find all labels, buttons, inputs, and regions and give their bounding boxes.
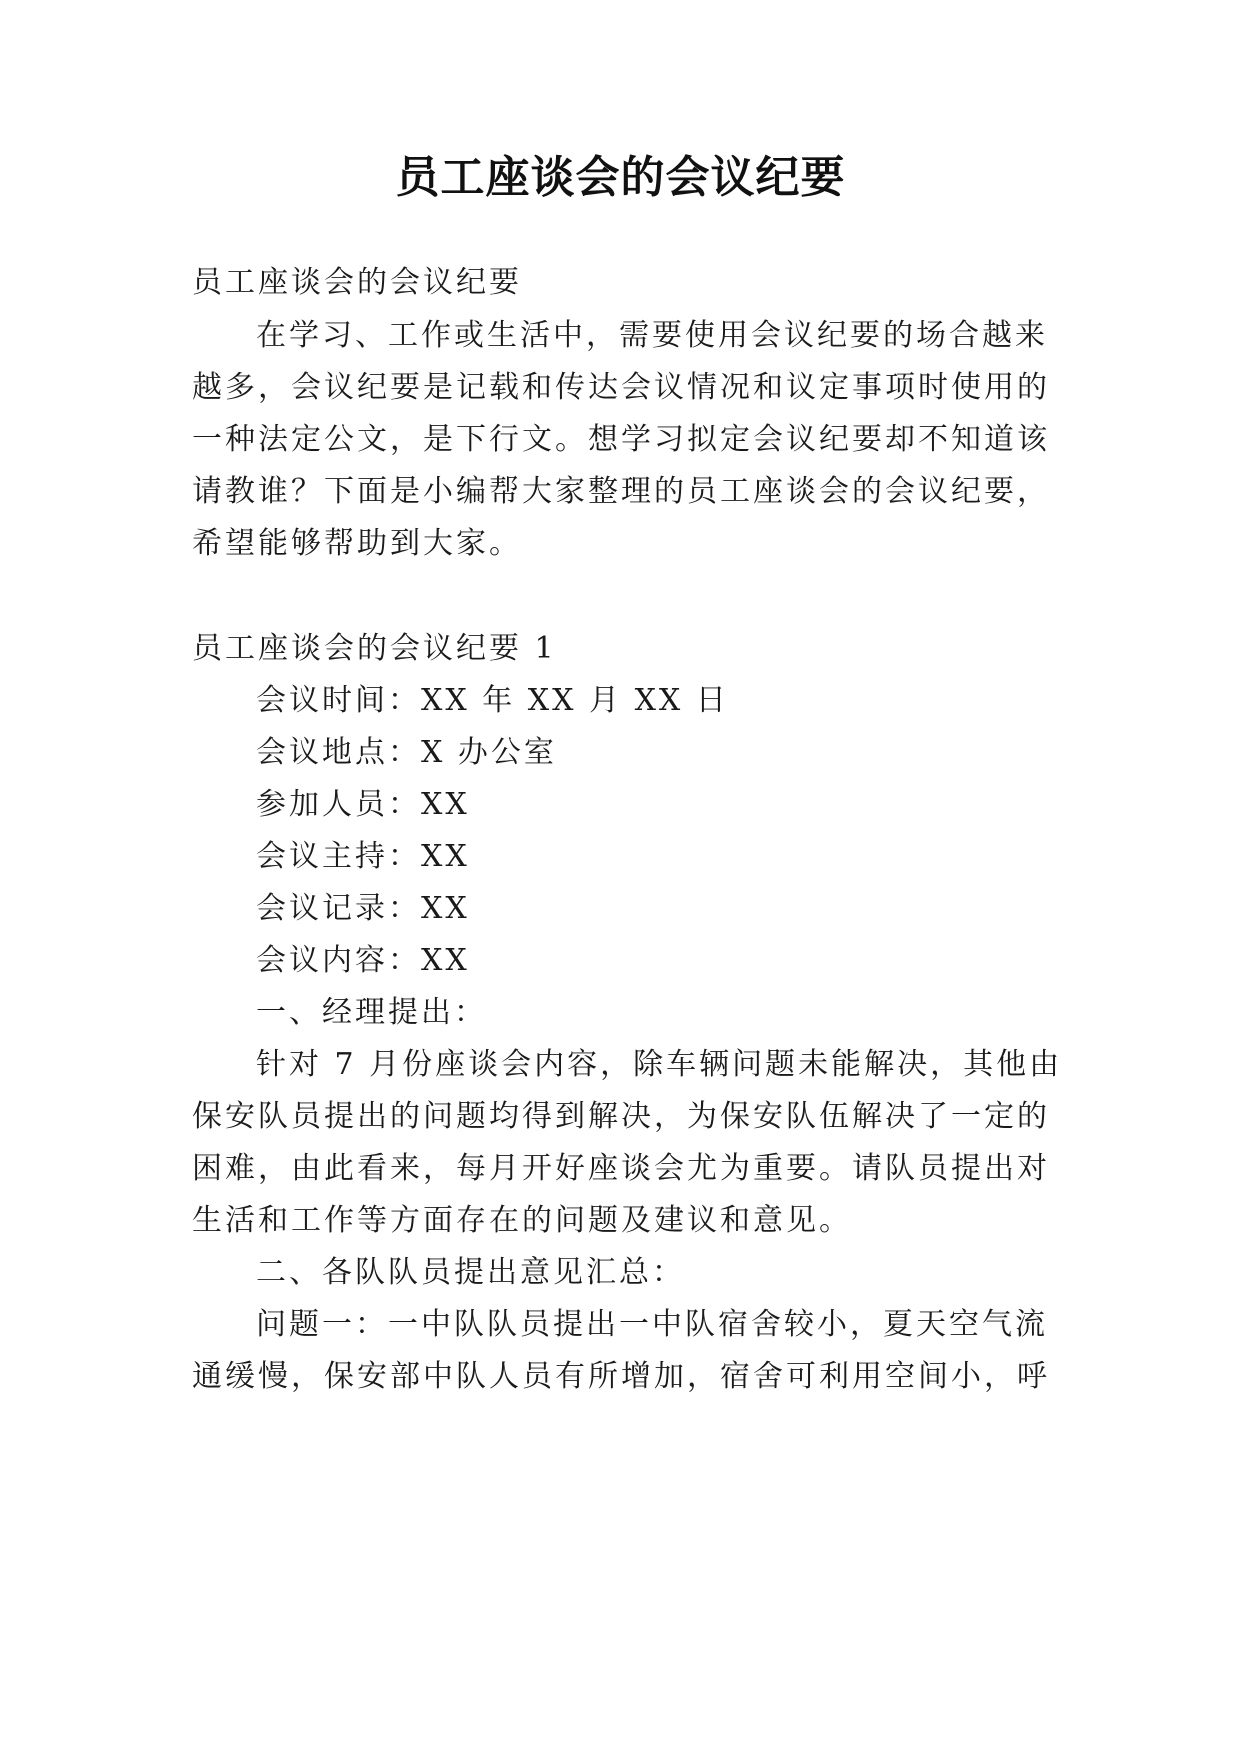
- body-paragraph-line: 困难，由此看来，每月开好座谈会尤为重要。请队员提出对: [192, 1151, 1050, 1186]
- subheading-manager: 一、经理提出：: [256, 995, 487, 1030]
- body-paragraph-line: 保安队员提出的问题均得到解决，为保安队伍解决了一定的: [192, 1099, 1050, 1134]
- document-title: 员工座谈会的会议纪要: [395, 152, 846, 203]
- body-paragraph-line: 问题一：一中队队员提出一中队宿舍较小，夏天空气流: [256, 1307, 1048, 1342]
- meeting-content: 会议内容：XX: [256, 943, 470, 978]
- intro-paragraph-line: 一种法定公文，是下行文。想学习拟定会议纪要却不知道该: [192, 422, 1050, 457]
- meeting-host: 会议主持：XX: [256, 839, 470, 874]
- intro-paragraph-line: 希望能够帮助到大家。: [192, 526, 522, 561]
- body-paragraph-line: 通缓慢，保安部中队人员有所增加，宿舍可利用空间小，呼: [192, 1359, 1050, 1394]
- body-paragraph-line: 生活和工作等方面存在的问题及建议和意见。: [192, 1203, 852, 1238]
- meeting-attendees: 参加人员：XX: [256, 787, 470, 822]
- intro-paragraph-line: 越多，会议纪要是记载和传达会议情况和议定事项时使用的: [192, 370, 1050, 405]
- meeting-location: 会议地点：X 办公室: [256, 735, 557, 770]
- body-paragraph-line: 针对 7 月份座谈会内容，除车辆问题未能解决，其他由: [256, 1047, 1063, 1082]
- section-heading: 员工座谈会的会议纪要 1: [192, 631, 557, 666]
- intro-paragraph-line: 在学习、工作或生活中，需要使用会议纪要的场合越来: [256, 318, 1048, 353]
- intro-heading: 员工座谈会的会议纪要: [192, 265, 522, 300]
- meeting-time: 会议时间：XX 年 XX 月 XX 日: [256, 683, 729, 718]
- subheading-opinions: 二、各队队员提出意见汇总：: [256, 1255, 685, 1290]
- meeting-recorder: 会议记录：XX: [256, 891, 470, 926]
- intro-paragraph-line: 请教谁？下面是小编帮大家整理的员工座谈会的会议纪要，: [192, 474, 1050, 509]
